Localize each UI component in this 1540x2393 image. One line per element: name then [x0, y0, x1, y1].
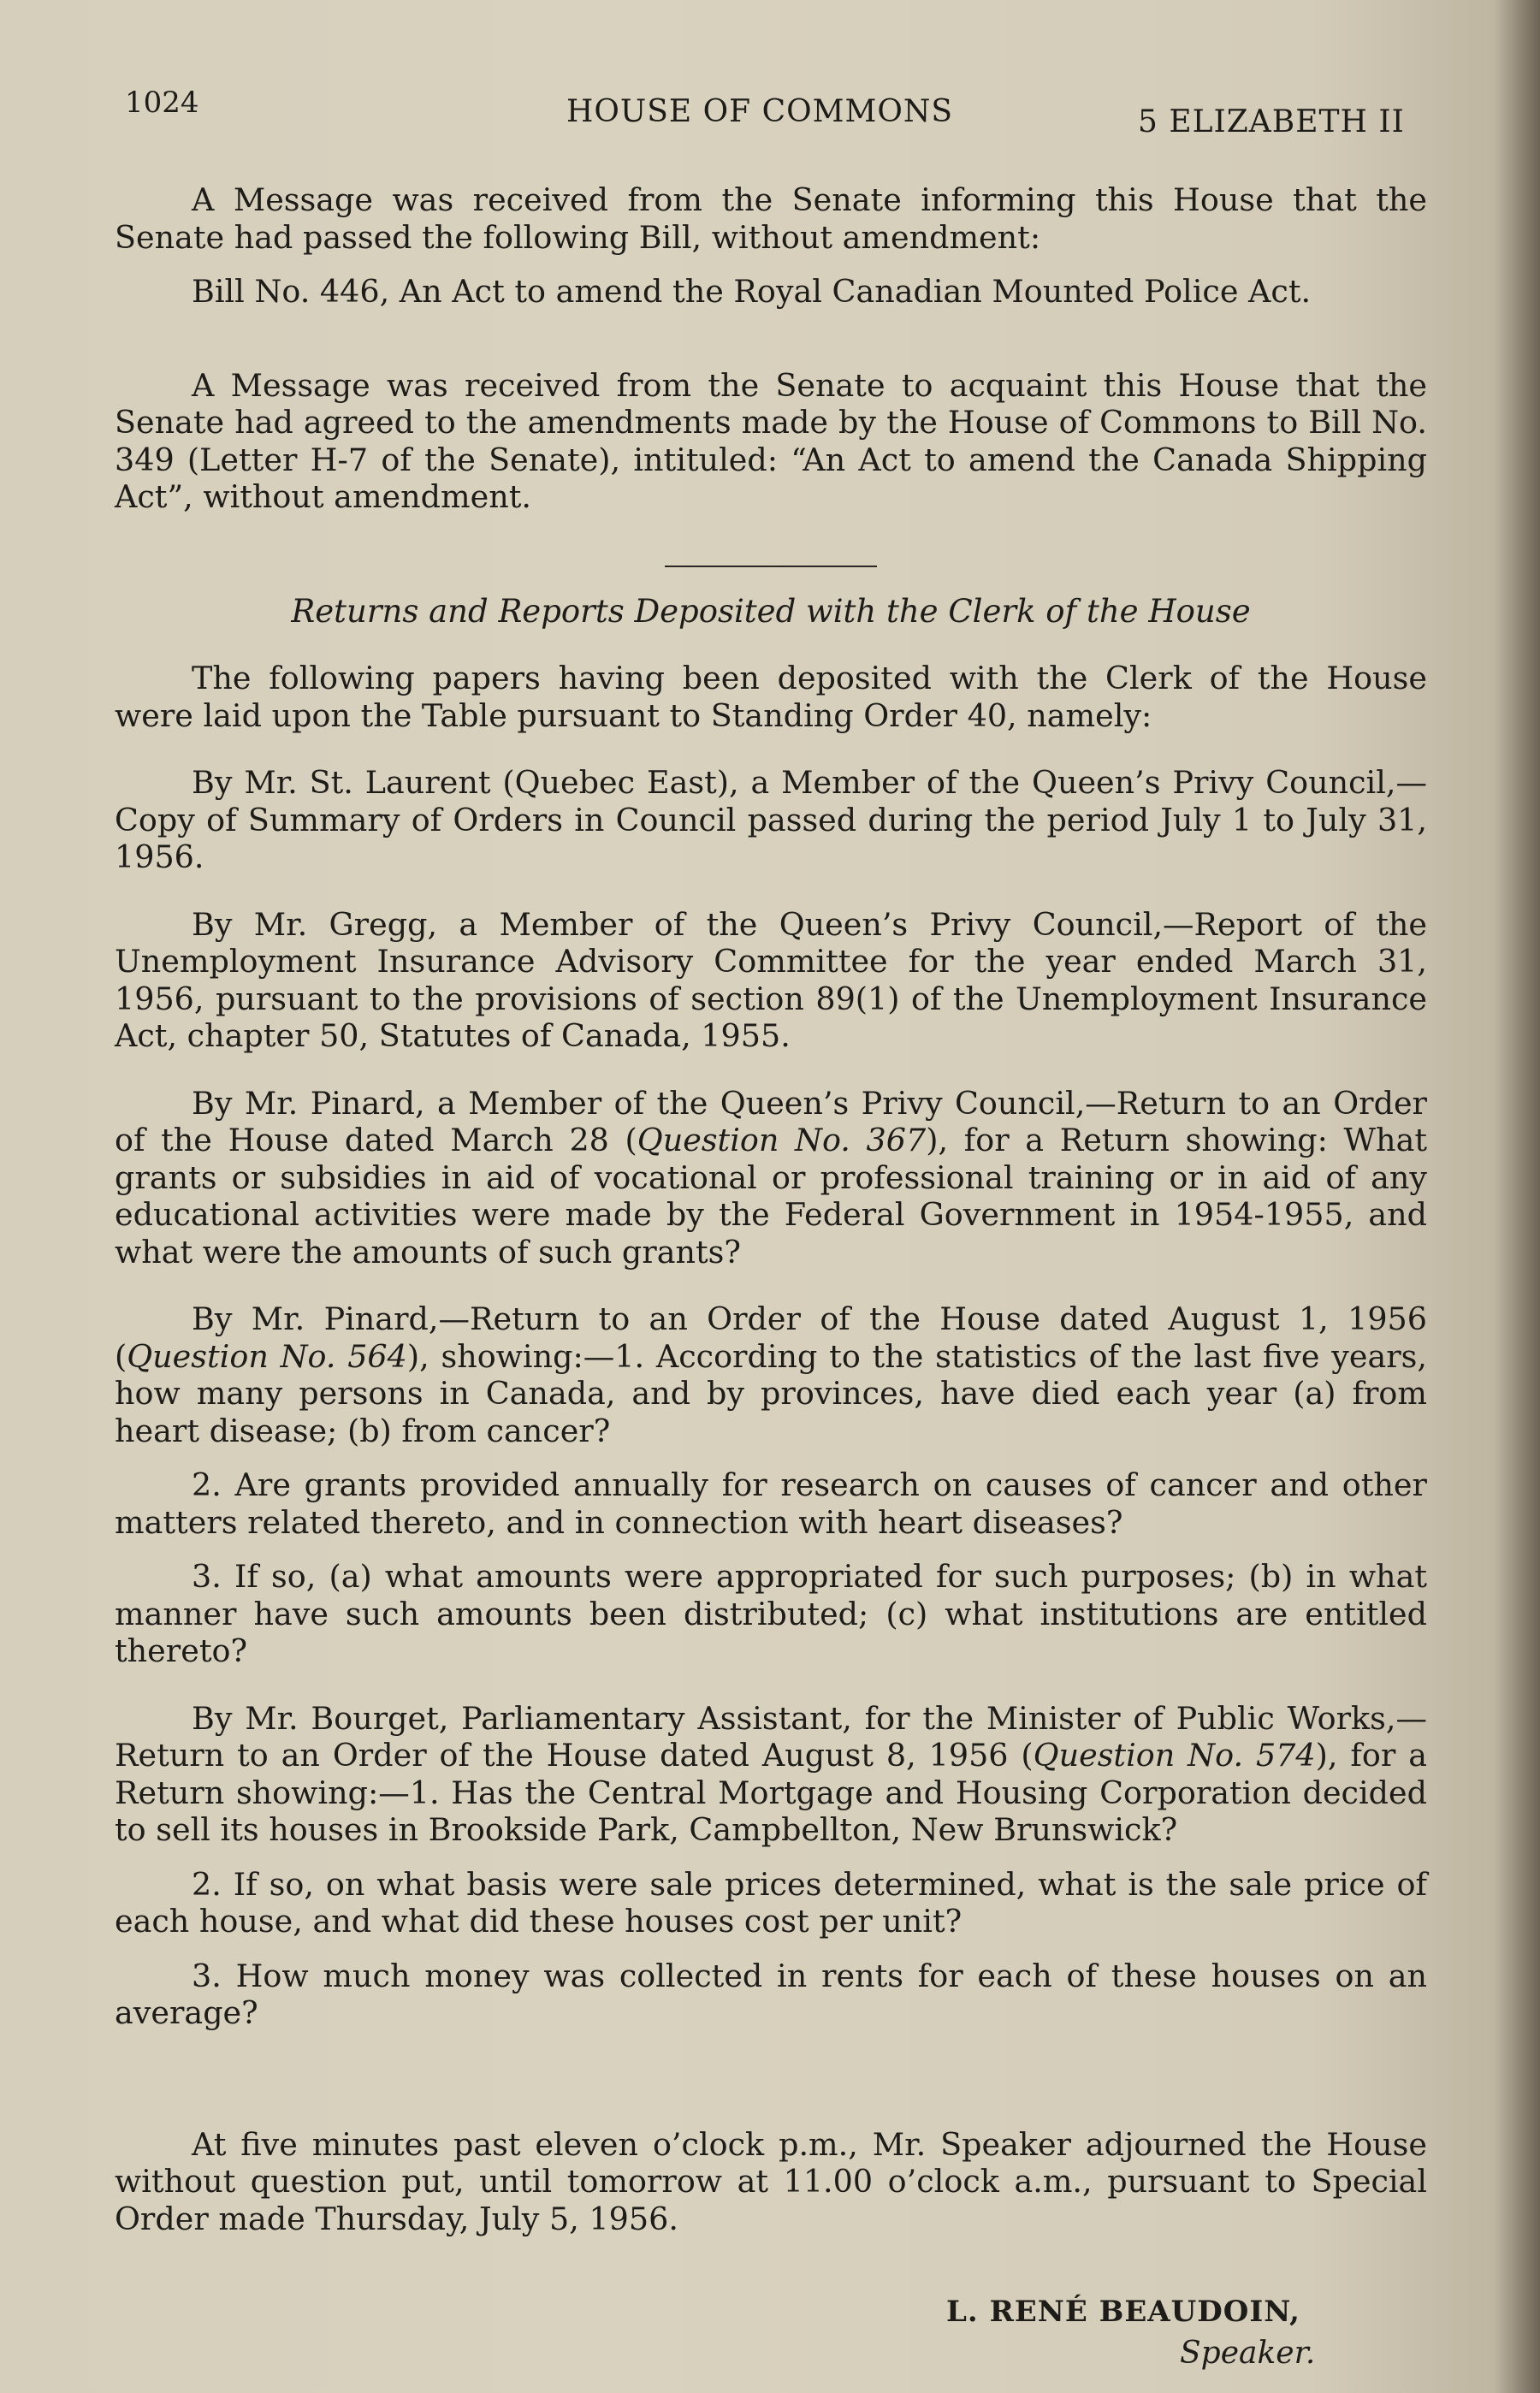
running-header	[0, 86, 1540, 137]
speaker-title: Speaker.	[1180, 2336, 1316, 2371]
adjournment: At five minutes past eleven o’clock p.m., Mr. Speaker adjourned the House without question put, until tomorrow at 11.00 o’clock a.m., pursuant to Special Order made Thursday, July 5, 1956.	[115, 2125, 1427, 2237]
text-segment: ), for a Return showing:—1. Has the Central Mortgage and Housing Corporation decided to sell its houses in Brookside Park, Campbellton, New Brunswick?	[115, 1737, 1427, 1848]
question-ref: Question No. 564	[127, 1337, 407, 1375]
question-ref: Question No. 367	[637, 1122, 927, 1158]
text-segment: ), for a Return showing: What grants or subsidies in aid of vocational or professional training or in aid of any educational activities were made by the Federal Government in 1954-1955, and what were the amounts of such grants?	[115, 1122, 1427, 1271]
question-574-item-2: 2. If so, on what basis were sale prices determined, what is the sale price of each house, and what did these houses cost per unit?	[115, 1865, 1427, 1940]
bill-446: Bill No. 446, An Act to amend the Royal Canadian Mounted Police Act.	[192, 273, 1312, 310]
senate-message-2: A Message was received from the Senate to acquaint this House that the Senate had agreed to the amendments made by the House of Commons to Bill No. 349 (Letter H-7 of the Senate), intituled: “An Act to amend the Canada Shipping Act”, without amendment.	[115, 366, 1427, 515]
signature-block	[115, 2294, 1427, 2379]
senate-message-1: A Message was received from the Senate informing this House that the Senate had passed the following Bill, without amendment:	[115, 181, 1427, 256]
return-bourget-574	[115, 1700, 1427, 1849]
page-number: 1024	[125, 86, 199, 120]
question-564-item-2: 2. Are grants provided annually for research on causes of cancer and other matters related thereto, and in connection with heart diseases?	[115, 1466, 1427, 1541]
text-segment: By Mr. Pinard, a Member of the Queen’s Privy Council,—Return to an Order of the House dated March 28 (	[115, 1084, 1427, 1158]
question-564-item-3: 3. If so, (a) what amounts were appropriated for such purposes; (b) in what manner have such amounts been distributed; (c) what institutions are entitled thereto?	[115, 1558, 1427, 1669]
question-ref: Question No. 574	[1033, 1737, 1316, 1774]
return-st-laurent: By Mr. St. Laurent (Quebec East), a Member of the Queen’s Privy Council,—Copy of Summary of Orders in Council passed during the period July 1 to July 31, 1956.	[115, 764, 1427, 875]
regnal-year: 5 ELIZABETH II	[1138, 104, 1405, 139]
section-divider	[665, 566, 877, 567]
question-574-item-3: 3. How much money was collected in rents for each of these houses on an average?	[115, 1957, 1427, 2031]
return-pinard-564	[115, 1300, 1427, 1449]
text-segment: ), showing:—1. According to the statistics of the last five years, how many persons in Canada, and by provinces, have died each year (a) from heart disease; (b) from cancer?	[115, 1337, 1427, 1449]
return-gregg: By Mr. Gregg, a Member of the Queen’s Privy Council,—Report of the Unemployment Insurance Advisory Committee for the year ended March 31, 1956, pursuant to the provisions of section 89(1) of the Unemployment Insurance Act, chapter 50, Statutes of Canada, 1955.	[115, 905, 1427, 1054]
journal-title: HOUSE OF COMMONS	[566, 94, 954, 129]
return-pinard-367	[115, 1085, 1427, 1271]
speaker-name: L. RENÉ BEAUDOIN,	[946, 2295, 1301, 2329]
section-title: Returns and Reports Deposited with the Clerk of the House	[291, 592, 1251, 630]
text-segment: By Mr. Pinard,—Return to an Order of the House dated August 1, 1956 (	[115, 1300, 1427, 1375]
papers-deposited: The following papers having been deposited with the Clerk of the House were laid upon the Table pursuant to Standing Order 40, namely:	[115, 660, 1427, 734]
journal-body	[115, 181, 1427, 2379]
text-segment: By Mr. Bourget, Parliamentary Assistant, for the Minister of Public Works,—Return to an Order of the House dated August 8, 1956 (	[115, 1699, 1427, 1774]
